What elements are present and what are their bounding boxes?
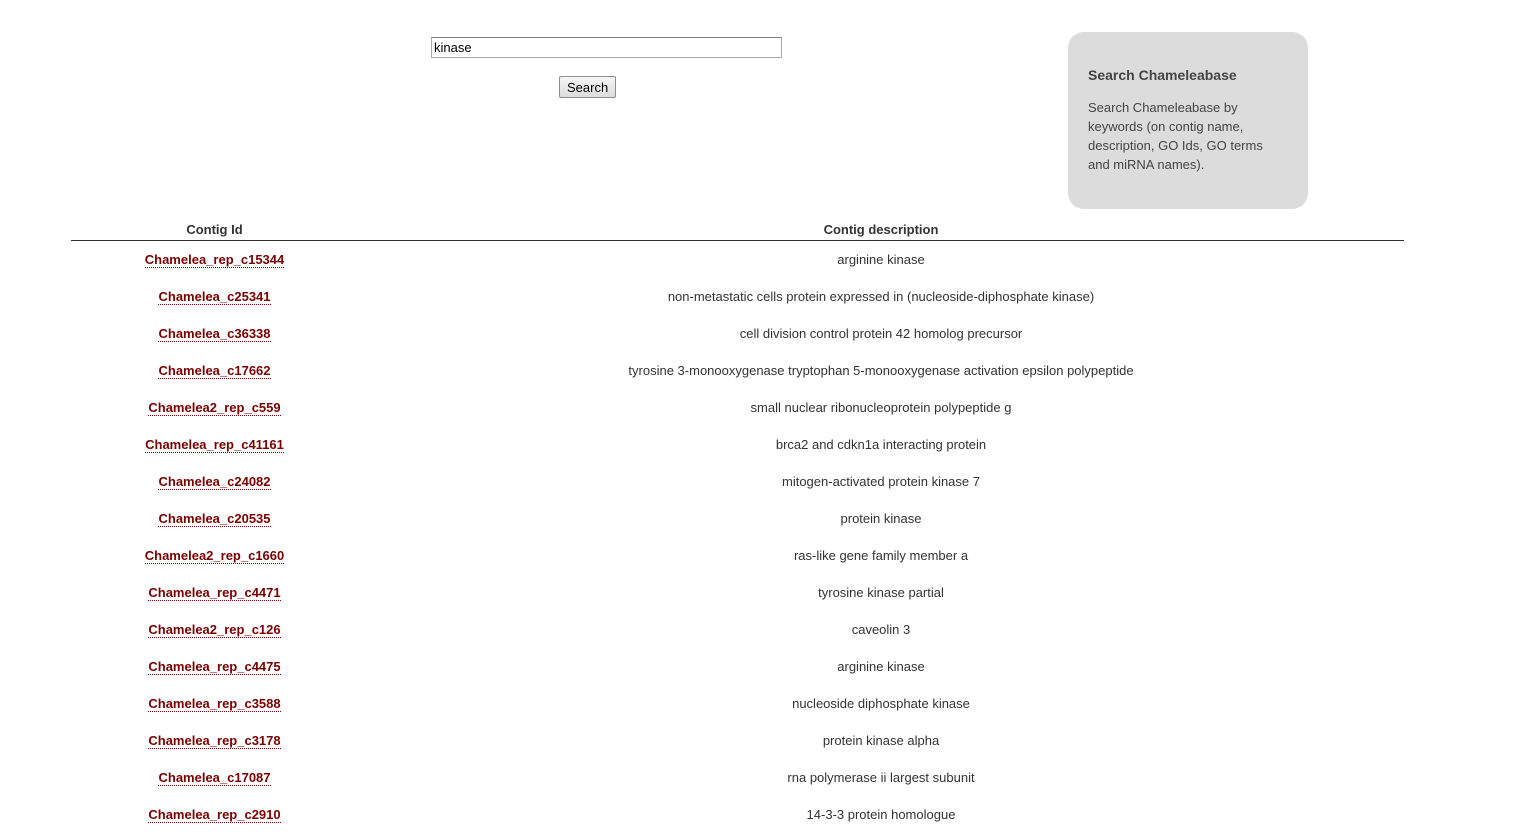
table-row: [71, 722, 1404, 759]
contig-description: tyrosine 3-monooxygenase tryptophan 5-monooxygenase activation epsilon polypeptide: [628, 363, 1134, 378]
table-row: [71, 648, 1404, 685]
contig-id-cell: [71, 474, 358, 489]
contig-description: ras-like gene family member a: [793, 548, 969, 563]
table-row: [71, 500, 1404, 537]
table-row: [71, 278, 1404, 315]
contig-link[interactable]: Chamelea_rep_c4475: [148, 659, 281, 674]
table-row: [71, 537, 1404, 574]
contig-id-cell: [71, 770, 358, 785]
contig-description: caveolin 3: [851, 622, 911, 637]
contig-id-cell: [71, 437, 358, 452]
search-button[interactable]: Search: [559, 76, 616, 98]
contig-id-cell: [71, 326, 358, 341]
contig-link[interactable]: Chamelea2_rep_c1660: [144, 548, 285, 563]
table-row: [71, 426, 1404, 463]
table-row: [71, 352, 1404, 389]
contig-link[interactable]: Chamelea_c24082: [158, 474, 271, 489]
contig-link[interactable]: Chamelea_rep_c3588: [148, 696, 281, 711]
contig-link[interactable]: Chamelea_c17087: [158, 770, 271, 785]
contig-link[interactable]: Chamelea_c20535: [158, 511, 271, 526]
contig-link[interactable]: Chamelea_c17662: [158, 363, 271, 378]
contig-description: tyrosine kinase partial: [818, 585, 944, 600]
contig-link[interactable]: Chamelea_rep_c3178: [148, 733, 281, 748]
contig-link[interactable]: Chamelea_rep_c41161: [145, 437, 284, 452]
contig-link[interactable]: Chamelea2_rep_c559: [148, 400, 281, 415]
contig-description: nucleoside diphosphate kinase: [792, 696, 970, 711]
table-row: [71, 463, 1404, 500]
table-row: [71, 796, 1404, 833]
contig-link[interactable]: Chamelea_c25341: [158, 289, 271, 304]
contig-id-cell: [71, 511, 358, 526]
info-box-text: Search Chameleabase by keywords (on contig name, description, GO Ids, GO terms and miRNA names).: [1088, 100, 1263, 172]
contig-id-cell: [71, 659, 358, 674]
contig-description: mitogen-activated protein kinase 7: [781, 474, 980, 489]
search-input[interactable]: [431, 37, 782, 58]
contig-id-cell: [71, 807, 358, 822]
contig-link[interactable]: Chamelea2_rep_c126: [148, 622, 281, 637]
contig-id-cell: [71, 252, 358, 267]
header-contig-id: Contig Id: [186, 222, 243, 237]
contig-link[interactable]: Chamelea_rep_c4471: [148, 585, 281, 600]
info-box-title: Search Chameleabase: [1088, 67, 1237, 83]
header-contig-description: Contig description: [823, 222, 939, 237]
table-row: [71, 759, 1404, 796]
table-row: [71, 611, 1404, 648]
contig-description: brca2 and cdkn1a interacting protein: [775, 437, 987, 452]
contig-description: 14-3-3 protein homologue: [806, 807, 956, 822]
contig-description: cell division control protein 42 homolog precursor: [739, 326, 1023, 341]
contig-link[interactable]: Chamelea_rep_c2910: [148, 807, 281, 822]
contig-id-cell: [71, 400, 358, 415]
table-row: [71, 685, 1404, 722]
contig-description: protein kinase alpha: [822, 733, 940, 748]
contig-id-cell: [71, 733, 358, 748]
contig-description: rna polymerase ii largest subunit: [787, 770, 975, 785]
table-row: [71, 241, 1404, 278]
table-header: [71, 219, 1404, 241]
contig-description: protein kinase: [840, 511, 922, 526]
contig-id-cell: [71, 363, 358, 378]
info-box: [1068, 32, 1308, 209]
contig-id-cell: [71, 289, 358, 304]
results-table: [71, 219, 1404, 833]
contig-id-cell: [71, 585, 358, 600]
table-row: [71, 389, 1404, 426]
contig-link[interactable]: Chamelea_rep_c15344: [144, 252, 285, 267]
contig-description: arginine kinase: [837, 659, 925, 674]
contig-link[interactable]: Chamelea_c36338: [158, 326, 271, 341]
table-row: [71, 574, 1404, 611]
contig-description: non-metastatic cells protein expressed in (nucleoside-diphosphate kinase): [667, 289, 1095, 304]
contig-id-cell: [71, 696, 358, 711]
contig-id-cell: [71, 622, 358, 637]
contig-description: small nuclear ribonucleoprotein polypeptide g: [750, 400, 1012, 415]
contig-id-cell: [71, 548, 358, 563]
table-row: [71, 315, 1404, 352]
contig-description: arginine kinase: [837, 252, 925, 267]
